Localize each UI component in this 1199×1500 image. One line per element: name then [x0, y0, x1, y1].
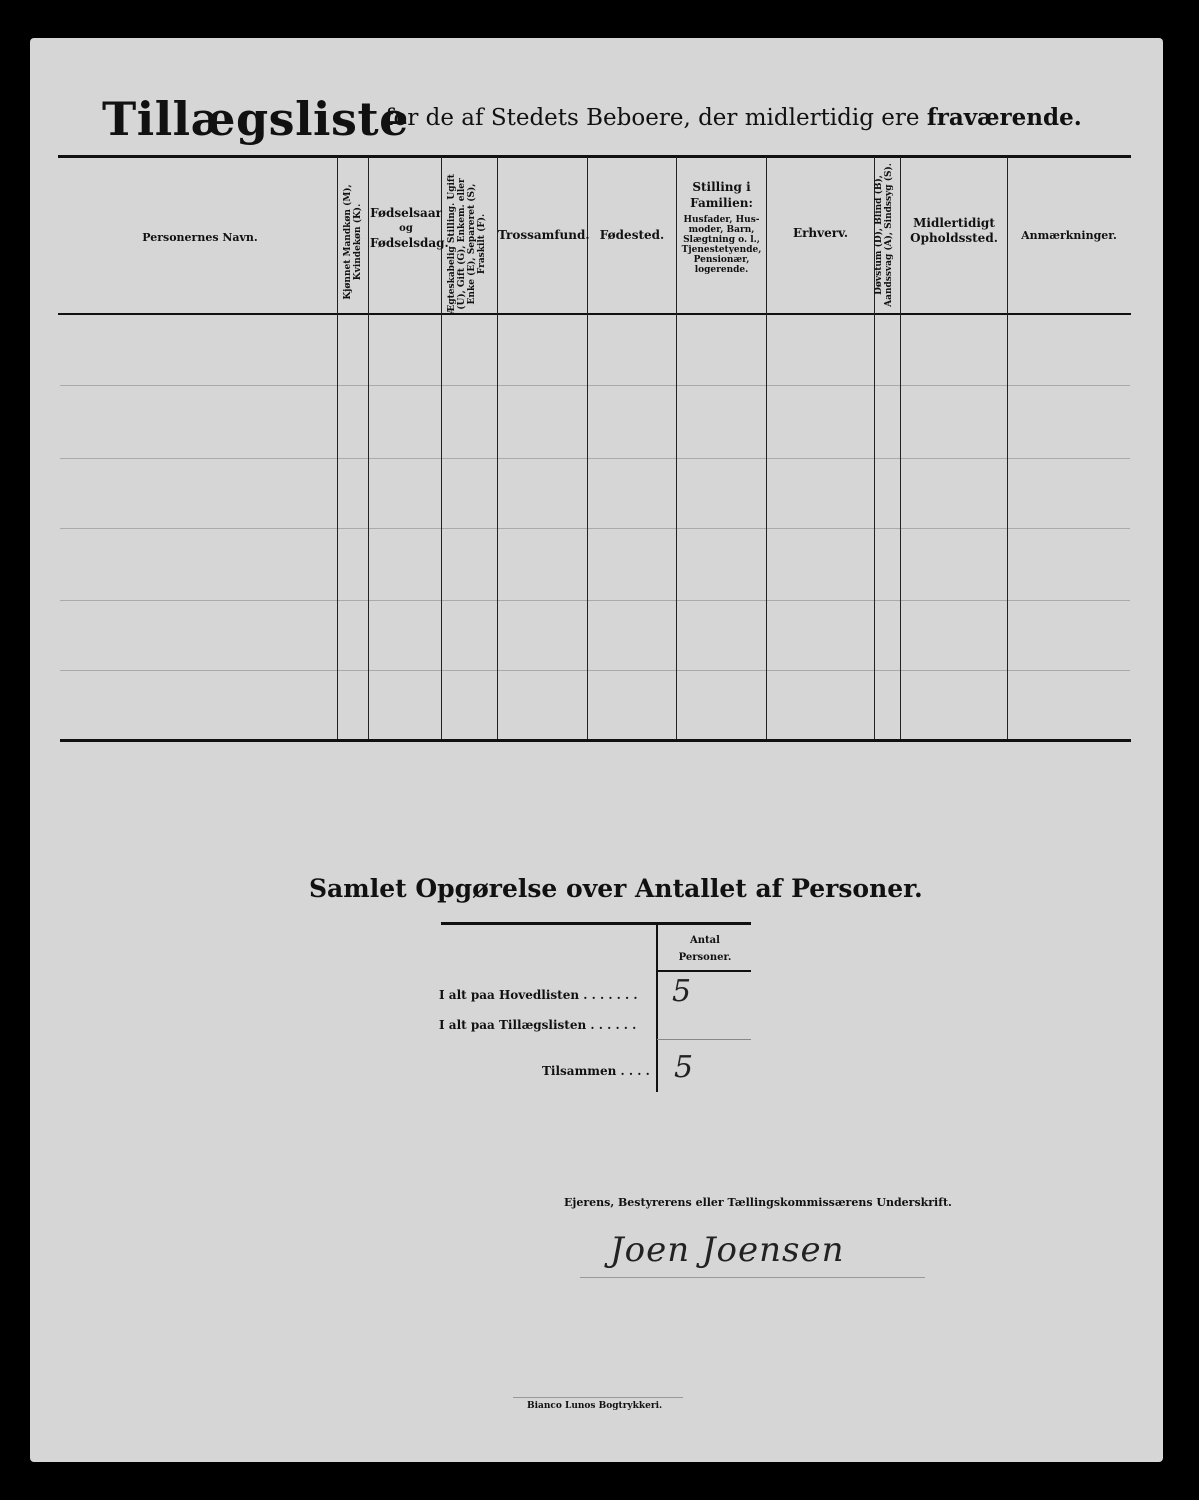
table-top-rule: [58, 155, 1131, 158]
table-row-divider: [60, 385, 1130, 386]
form-title-main: Tillægsliste: [102, 92, 409, 146]
table-bottom-rule: [60, 739, 1131, 742]
summary-value-total: 5: [674, 1050, 694, 1085]
col-header-birthplace: Fødested.: [599, 228, 665, 242]
printer-imprint: Bianco Lunos Bogtrykkeri.: [527, 1401, 663, 1411]
col-header-disability: Døvstum (D), Blind (B), Aandssvag (A), Sindssyg (S).: [874, 163, 894, 307]
col-header-sex: Kjønnet Mandkøn (M), Kvindekøn (K).: [343, 184, 363, 300]
summary-label-supplement-list: I alt paa Tillægslisten . . . . . .: [439, 1018, 637, 1032]
table-row-divider: [60, 670, 1130, 671]
table-header-rule: [58, 313, 1131, 315]
column-divider: [497, 157, 498, 739]
census-form-sheet: [30, 38, 1163, 1462]
summary-top-rule: [441, 922, 751, 925]
table-row-divider: [60, 528, 1130, 529]
col-header-residence: Midlertidigt Opholdssted.: [910, 216, 998, 245]
summary-column-divider: [656, 924, 658, 1092]
summary-subtotal-rule: [657, 1039, 751, 1040]
column-divider: [337, 157, 338, 739]
table-row-divider: [60, 458, 1130, 459]
column-divider: [587, 157, 588, 739]
col-header-family-position: Stilling i Familien: Husfader, Hus- moder, Barn, Slægtning o. l., Tjenestetyende, Pensionær, logerende.: [681, 180, 762, 275]
summary-label-main-list: I alt paa Hovedlisten . . . . . . .: [439, 988, 638, 1002]
table-row-divider: [60, 600, 1130, 601]
signature-line: [580, 1277, 925, 1278]
column-divider: [368, 157, 369, 739]
column-divider: [766, 157, 767, 739]
summary-label-total: Tilsammen . . . .: [542, 1064, 650, 1078]
col-header-name: Personernes Navn.: [142, 231, 258, 244]
signature-caption: Ejerens, Bestyrerens eller Tællingskommissærens Underskrift.: [564, 1196, 952, 1209]
signature-handwritten: Joen Joensen: [610, 1230, 845, 1270]
col-header-marital: Ægteskabelig Stilling. Ugift (U), Gift (G), Enkem. eller Enke (E), Separeret (S), Fraskilt (F).: [447, 174, 487, 314]
summary-value-main-list: 5: [672, 974, 692, 1009]
summary-col-header: Antal Personer.: [678, 935, 732, 963]
col-header-birth: Fødselsaar og Fødselsdag.: [370, 206, 449, 250]
form-title: [68, 90, 1128, 150]
summary-title: Samlet Opgørelse over Antallet af Personer.: [309, 874, 923, 903]
summary-header-rule: [657, 970, 751, 972]
printer-rule: [513, 1397, 683, 1398]
col-header-occupation: Erhverv.: [792, 226, 849, 240]
column-divider: [1007, 157, 1008, 739]
col-header-religion: Trossamfund.: [498, 228, 590, 242]
form-title-subtitle: for de af Stedets Beboere, der midlertidig ere fraværende.: [385, 104, 1082, 131]
col-header-remarks: Anmærkninger.: [1021, 229, 1117, 242]
